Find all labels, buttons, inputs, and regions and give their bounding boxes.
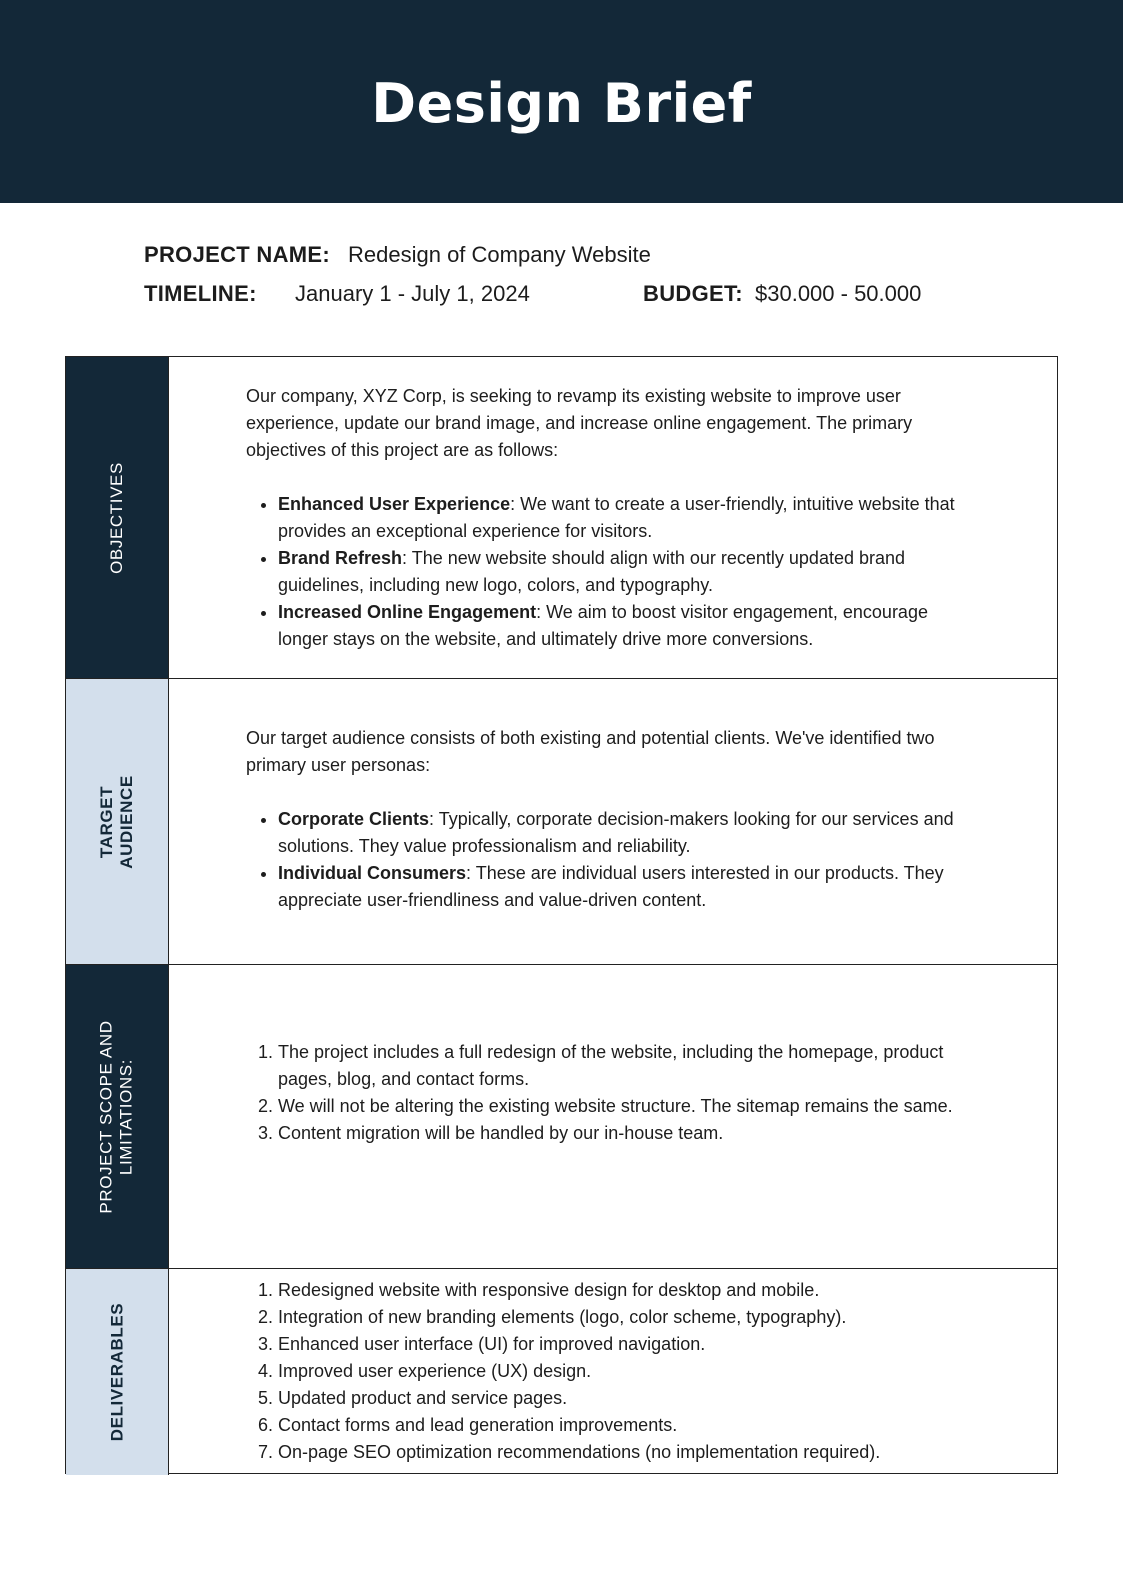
scope-label-line1: PROJECT SCOPE AND xyxy=(97,1019,116,1214)
list-item-text: : We aim to boost visitor engagement, encourage longer stays on the website, and ultimately drive more conversions. xyxy=(278,602,928,649)
objectives-intro: Our company, XYZ Corp, is seeking to revamp its existing website to improve user experience, update our brand image, and increase online engagement. The primary objectives of this project are as follows: xyxy=(246,386,913,460)
brief-table xyxy=(65,356,1058,1474)
list-item: 1. Redesigned website with responsive design for desktop and mobile. xyxy=(278,1277,962,1304)
deliverables-content xyxy=(246,1277,962,1466)
list-item-title: Corporate Clients xyxy=(278,809,430,829)
scope-label xyxy=(97,1020,137,1213)
scope-side-label xyxy=(66,965,169,1268)
list-item-text: : The new website should align with our recently updated brand guidelines, including new logo, colors, and typography. xyxy=(278,548,906,595)
scope-content xyxy=(246,1039,962,1147)
list-item-text: : We want to create a user-friendly, intuitive website that provides an exceptional experience for visitors. xyxy=(278,494,955,541)
audience-label xyxy=(97,775,137,869)
audience-label-line1: TARGET xyxy=(97,785,116,858)
list-item-title: Increased Online Engagement xyxy=(278,602,537,622)
budget-label: BUDGET: xyxy=(643,281,743,306)
scope-list xyxy=(246,1039,962,1147)
timeline-value: January 1 - July 1, 2024 xyxy=(295,281,530,306)
objectives-list xyxy=(246,491,962,653)
list-item: 7. On-page SEO optimization recommendations (no implementation required). xyxy=(278,1439,962,1466)
scope-section xyxy=(66,965,1057,1269)
list-item: 2. We will not be altering the existing website structure. The sitemap remains the same. xyxy=(278,1093,962,1120)
page-title: Design Brief xyxy=(371,72,752,135)
objectives-content xyxy=(246,383,962,653)
audience-label-line2: AUDIENCE xyxy=(117,774,136,869)
deliverables-side-label xyxy=(66,1269,169,1475)
project-name-row xyxy=(144,242,651,268)
audience-content xyxy=(246,725,962,914)
list-item: 4. Improved user experience (UX) design. xyxy=(278,1358,962,1385)
list-item: 3. Content migration will be handled by our in-house team. xyxy=(278,1120,962,1147)
list-item xyxy=(278,806,962,860)
budget-row xyxy=(643,281,922,307)
list-item-title: Enhanced User Experience xyxy=(278,494,511,514)
objectives-side-label xyxy=(66,357,169,678)
list-item-text: : These are individual users interested in our products. They appreciate user-friendliness and value-driven content. xyxy=(278,863,944,910)
objectives-label: OBJECTIVES xyxy=(107,461,126,574)
list-item: 2. Integration of new branding elements (logo, color scheme, typography). xyxy=(278,1304,962,1331)
list-item xyxy=(278,491,962,545)
audience-list xyxy=(246,806,962,914)
list-item-title: Brand Refresh xyxy=(278,548,403,568)
audience-side-label xyxy=(66,679,169,964)
list-item-text: : Typically, corporate decision-makers looking for our services and solutions. They value professionalism and reliability. xyxy=(278,809,954,856)
budget-value: $30.000 - 50.000 xyxy=(755,281,922,306)
list-item: 1. The project includes a full redesign of the website, including the homepage, product pages, blog, and contact forms. xyxy=(278,1039,962,1093)
deliverables-label: DELIVERABLES xyxy=(107,1302,126,1442)
timeline-label: TIMELINE: xyxy=(144,281,257,306)
list-item xyxy=(278,599,962,653)
audience-section xyxy=(66,679,1057,965)
list-item: 6. Contact forms and lead generation improvements. xyxy=(278,1412,962,1439)
deliverables-section xyxy=(66,1269,1057,1475)
list-item: 3. Enhanced user interface (UI) for improved navigation. xyxy=(278,1331,962,1358)
project-name-value: Redesign of Company Website xyxy=(348,242,651,267)
list-item-title: Individual Consumers xyxy=(278,863,467,883)
timeline-row xyxy=(144,281,530,307)
header-banner xyxy=(0,0,1123,203)
list-item xyxy=(278,545,962,599)
audience-intro: Our target audience consists of both existing and potential clients. We've identified two primary user personas: xyxy=(246,728,935,775)
list-item xyxy=(278,860,962,914)
scope-label-line2: LIMITATIONS: xyxy=(117,1058,136,1175)
list-item: 5. Updated product and service pages. xyxy=(278,1385,962,1412)
objectives-section xyxy=(66,357,1057,679)
deliverables-list xyxy=(246,1277,962,1466)
project-name-label: PROJECT NAME: xyxy=(144,242,331,267)
